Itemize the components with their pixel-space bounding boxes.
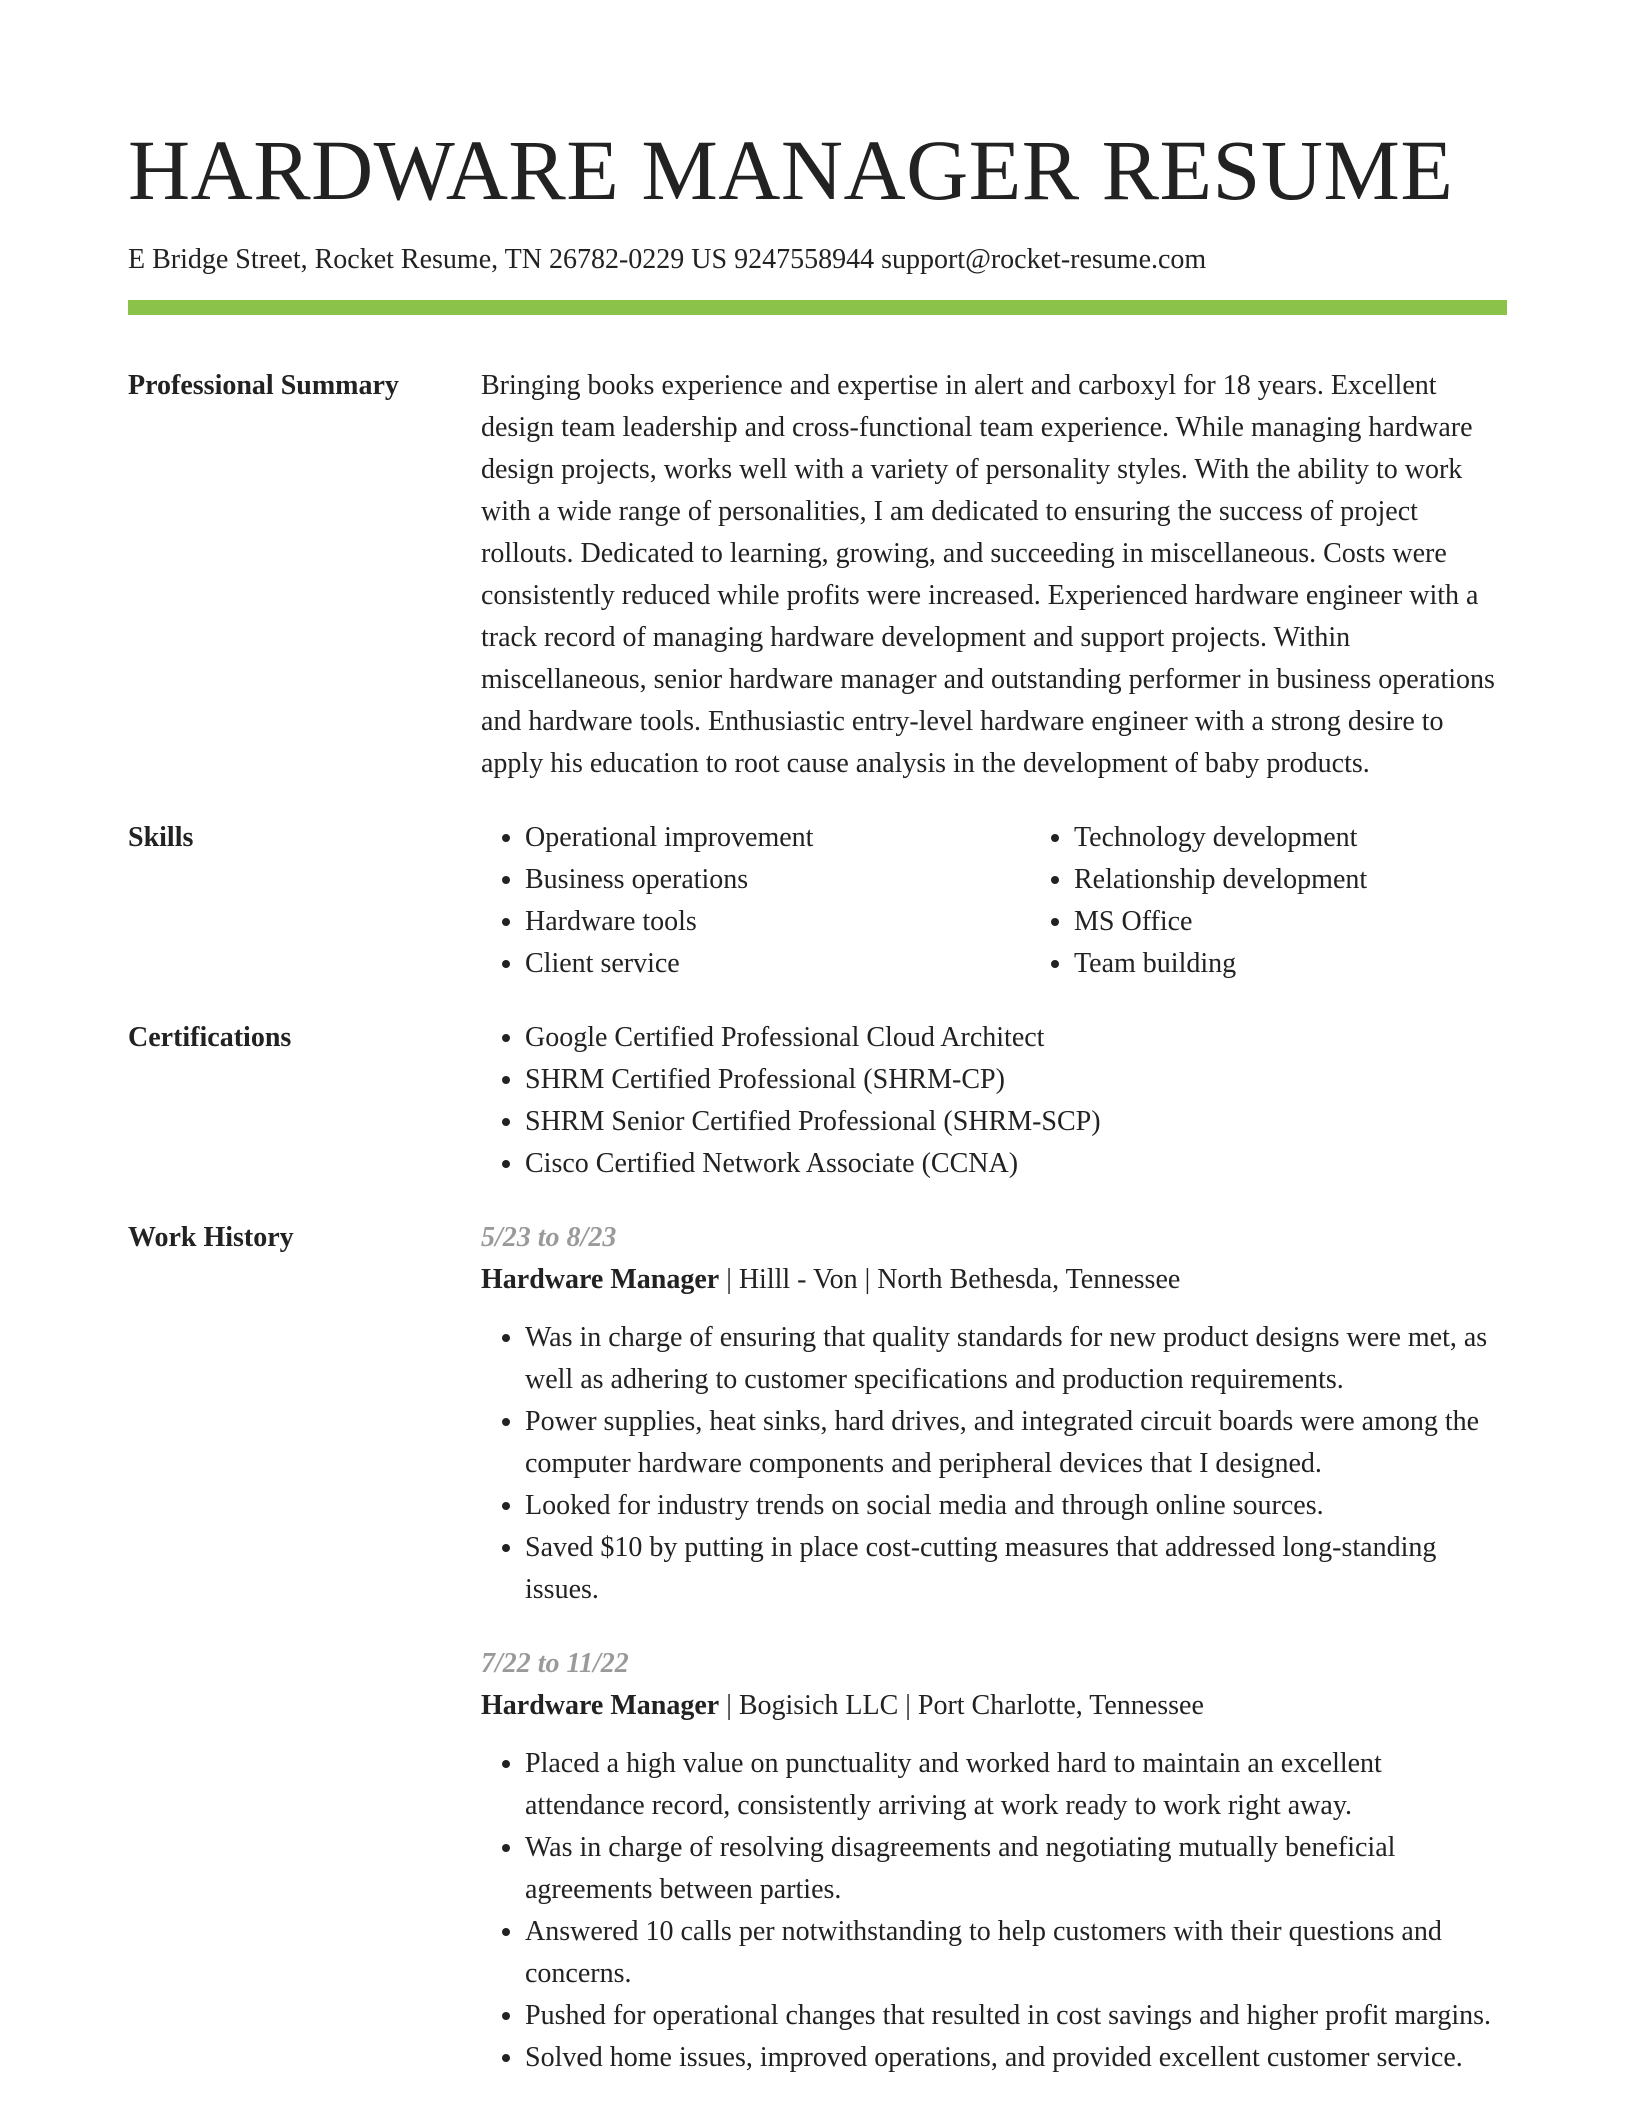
skill-item: • Team building [1074,943,1367,985]
job-title: Hardware Manager [481,1264,720,1295]
header-divider [128,300,1507,315]
certification-item: • Google Certified Professional Cloud Architect [525,1017,1507,1059]
job-bullet: • Was in charge of resolving disagreements and negotiating mutually beneficial agreements between parties. [525,1827,1507,1911]
skill-item: • MS Office [1074,901,1367,943]
certification-item: • SHRM Certified Professional (SHRM-CP) [525,1059,1507,1101]
section-heading: Certifications [128,1022,292,1053]
professional-summary-section [128,365,1507,785]
work-history-section [128,1217,1507,2079]
certification-item: • Cisco Certified Network Associate (CCNA) [525,1143,1507,1185]
section-heading: Skills [128,822,194,853]
certification-item: • SHRM Senior Certified Professional (SHRM-SCP) [525,1101,1507,1143]
resume-title: HARDWARE MANAGER RESUME [128,122,1454,218]
job-bullet: • Was in charge of ensuring that quality standards for new product designs were met, as well as adhering to customer specifications and production requirements. [525,1317,1507,1401]
job-bullets [481,1743,1507,2079]
job-bullet: • Solved home issues, improved operations, and provided excellent customer service. [525,2037,1507,2079]
skill-item: • Business operations [525,859,1030,901]
skill-item: • Client service [525,943,1030,985]
job-bullet: • Pushed for operational changes that resulted in cost savings and higher profit margins. [525,1995,1507,2037]
job-bullet: • Power supplies, heat sinks, hard drives, and integrated circuit boards were among the computer hardware components and peripheral devices that I designed. [525,1401,1507,1485]
section-heading: Work History [128,1222,294,1253]
job-title: Hardware Manager [481,1690,720,1721]
skills-grid [481,817,1507,985]
job-details: | Bogisich LLC | Port Charlotte, Tennessee [719,1690,1204,1721]
skills-section [128,817,1507,985]
summary-text: Bringing books experience and expertise in alert and carboxyl for 18 years. Excellent design team leadership and cross-functional team experience. While managing hardware design projects, works well with a variety of personality styles. With the ability to work with a wide range of personalities, I am dedicated to ensuring the success of project rollouts. Dedicated to learning, growing, and succeeding in miscellaneous. Costs were consistently reduced while profits were increased. Experienced hardware engineer with a track record of managing hardware development and support projects. Within miscellaneous, senior hardware manager and outstanding performer in business operations and hardware tools. Enthusiastic entry-level hardware engineer with a strong desire to apply his education to root cause analysis in the development of baby products. [481,370,1495,779]
job-heading [481,1685,1507,1727]
contact-line: E Bridge Street, Rocket Resume, TN 26782-0229 US 9247558944 support@rocket-resume.com [128,244,1207,275]
job-entry [481,1643,1507,2079]
job-bullet: • Placed a high value on punctuality and worked hard to maintain an excellent attendance record, consistently arriving at work ready to work right away. [525,1743,1507,1827]
job-bullets [481,1317,1507,1611]
job-heading [481,1259,1507,1301]
skills-list-right [1030,817,1367,985]
skill-item: • Hardware tools [525,901,1030,943]
certifications-list [481,1017,1507,1185]
job-bullet: • Looked for industry trends on social media and through online sources. [525,1485,1507,1527]
job-bullet: • Answered 10 calls per notwithstanding to help customers with their questions and concerns. [525,1911,1507,1995]
job-dates: 5/23 to 8/23 [481,1222,617,1253]
job-details: | Hilll - Von | North Bethesda, Tennessee [719,1264,1181,1295]
job-bullet: • Saved $10 by putting in place cost-cutting measures that addressed long-standing issues. [525,1527,1507,1611]
certifications-section [128,1017,1507,1185]
skills-list-left [481,817,1030,985]
job-dates: 7/22 to 11/22 [481,1648,629,1679]
skill-item: • Operational improvement [525,817,1030,859]
job-entry [481,1217,1507,1611]
skill-item: • Relationship development [1074,859,1367,901]
section-heading: Professional Summary [128,370,399,401]
skill-item: • Technology development [1074,817,1367,859]
